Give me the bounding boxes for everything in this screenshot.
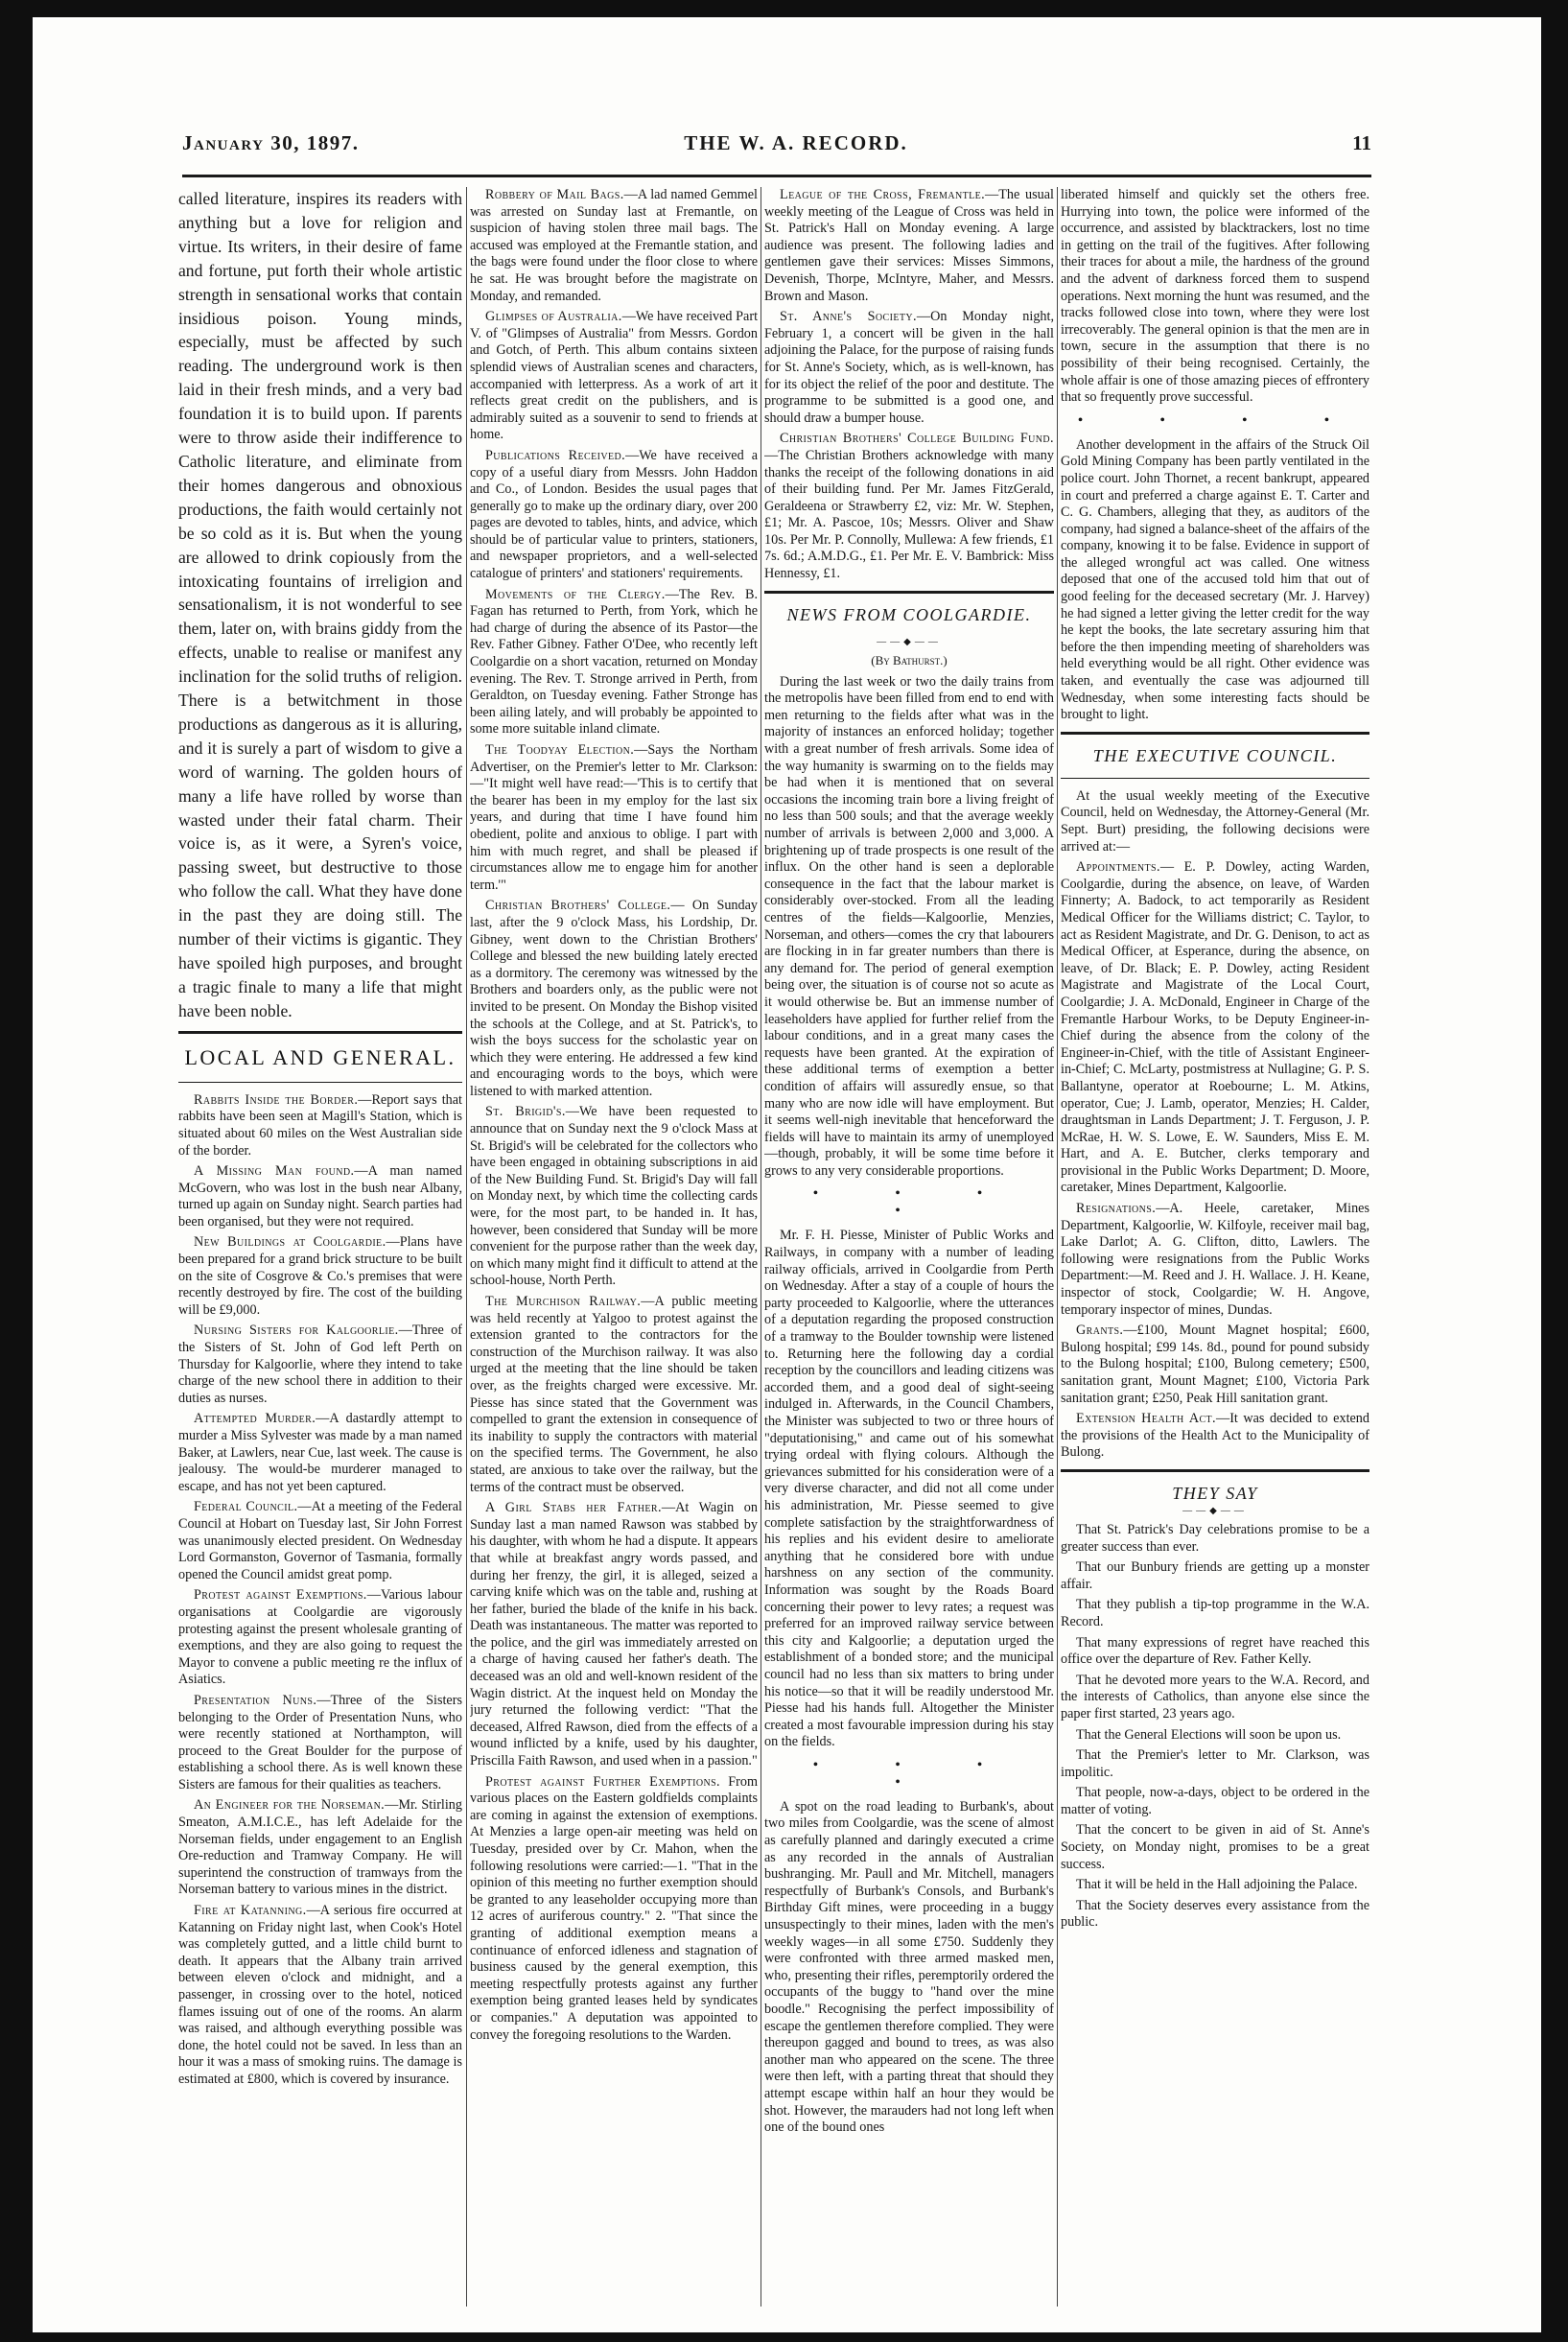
item-text: —Plans have been prepared for a grand brick structure to be built on the site of Cosgrove & Co.'s premises that were recently destroyed by fire. The cost of the building will be £9,000. [178, 1234, 462, 1318]
item-headline: An Engineer for the Norseman. [194, 1797, 386, 1814]
scan-border-right [1541, 0, 1568, 2342]
they-say-item: That the Society deserves every assistance from the public. [1061, 1897, 1369, 1931]
they-say-item: That the Premier's letter to Mr. Clarkson, was impolitic. [1061, 1747, 1369, 1780]
they-say-list [1061, 1522, 1369, 1932]
council-decision [1061, 1411, 1369, 1462]
star-separator: • • • • [812, 1185, 1019, 1220]
section-title-news-from-coolgardie: NEWS FROM COOLGARDIE. [786, 604, 1032, 624]
local-news-list-continued [470, 187, 758, 2044]
item-headline: Grants. [1076, 1323, 1124, 1339]
news-item [178, 1797, 462, 1899]
news-item [178, 1092, 462, 1159]
news-paragraph: Mr. F. H. Piesse, Minister of Public Works and Railways, in company with a number of leading railway officials, arrived in Coolgardie from Perth on Wednesday. After a stay of a couple of hours the party proceeded to Kalgoorlie, where the utterances of a deputation regarding the proposed construction of a tramway to the Boulder township were listened to. Returning here the following day a cordial reception by the councillors and leading citizens was accorded them, and a good deal of sight-seeing indulged in. Afterwards, in the Council Chambers, the Minister was subjected to two or three hours of "deputationising," and came out of his somewhat trying ordeal with flying colours. Although the grievances submitted for his consideration were of a very diverse character, and did not all come under his administration, Mr. Piesse seemed to give complete satisfaction by the straightforwardness of his replies and his evident desire to ameliorate anything that he considered bore with undue harshness on any section of the community. Information was sought by the Roads Board concerning their power to levy rates; a request was preferred for an improved railway service between this city and Kalgoorlie; a deputation urged the establishment of a bonded store; and the municipal council had no less than six matters to bring under his notice—so that it will be readily understood Mr. Piesse had his hands full. Altogether the Minister created a most favourable impression during his stay on the fields. [764, 1228, 1054, 1750]
they-say-item: That they publish a tip-top programme in the W.A. Record. [1061, 1597, 1369, 1629]
item-text: —A dastardly attempt to murder a Miss Sylvester was made by a man named Baker, at Lawlers, near Cue, last week. The cause is jealousy. The would-be murderer managed to escape, and has not yet been captured. [178, 1411, 462, 1494]
item-text: —We have received Part V. of "Glimpses of Australia" from Messrs. Gordon and Gotch, of Perth. This album contains sixteen splendid views of Australian scenes and characters, accompanied with letterpress. As a work of art it reflects great credit on the publishers, and is admirably suited as a souvenir to send to friends at home. [470, 309, 758, 443]
they-say-item: That the concert to be given in aid of St. Anne's Society, on Monday night, promises to be a great success. [1061, 1822, 1369, 1872]
item-text: —Three of the Sisters of St. John of God left Perth on Thursday for Kalgoorlie, where they intend to take charge of the new school there in addition to their duties as nurses. [178, 1323, 462, 1406]
they-say-item: That he devoted more years to the W.A. Record, and the interests of Catholics, than anyone else since the paper first started, 23 years ago. [1061, 1672, 1369, 1721]
star-separator: • • • • [812, 1756, 1019, 1791]
scan-border-top [0, 0, 1568, 17]
item-headline: St. Brigid's. [485, 1104, 566, 1120]
item-text: —The Rev. B. Fagan has returned to Perth, from York, which he had charge of during the absence of its Pastor—the Rev. Father Gibney. Father O'Dee, who recently left Coolgardie on a short vacation, returned on Monday evening. The Rev. T. Stronge arrived in Perth, from Geraldton, on Tuesday evening. Father Stronge has been ailing lately, and will probably be appointed to some more suitable inland climate. [470, 586, 758, 738]
item-text: —It was decided to extend the provisions of the Health Act to the Municipality of Bulong. [1061, 1411, 1369, 1461]
section-rule [1061, 778, 1369, 779]
news-item [470, 448, 758, 583]
item-text: — On Sunday last, after the 9 o'clock Mass, his Lordship, Dr. Gibney, went down to the Christian Brothers' College and blessed the new building lately erected as a dormitory. The ceremony was witnessed by the Brothers and boarders only, as the public were not invited to be present. On Monday the Bishop visited the schools at the College, and at St. Patrick's, to wish the boys success for the scholastic year on which they were entering. He addressed a few kind and encouraging words to the boys, which were listened to with marked attention. [470, 898, 758, 1099]
page-header [182, 131, 1371, 166]
item-headline: Protest against Further Exemptions. [485, 1773, 720, 1790]
item-headline: Federal Council. [194, 1499, 298, 1515]
section-rule [178, 1031, 462, 1034]
item-headline: Christian Brothers' College. [485, 898, 671, 914]
column-3 [764, 187, 1054, 2307]
they-say-item: That our Bunbury friends are getting up a monster affair. [1061, 1559, 1369, 1592]
news-item [470, 742, 758, 894]
item-headline: Resignations. [1076, 1201, 1157, 1217]
column-divider [1057, 187, 1058, 2307]
item-text: —Three of the Sisters belonging to the Order of Presentation Nuns, who were recently stationed at Northampton, will proceed to the Great Boulder for the purpose of establishing a school there. As is well known these Sisters are famous for their qualities as teachers. [178, 1692, 462, 1792]
item-headline: A Missing Man found. [194, 1163, 355, 1180]
item-headline: Publications Received. [485, 447, 626, 463]
item-text: —At a meeting of the Federal Council at Hobart on Tuesday last, Sir John Forrest was unanimously elected president. On Wednesday Lord Gormanston, Governor of Tasmania, formally opened the Council amidst great pomp. [178, 1499, 462, 1582]
item-text: —On Monday night, February 1, a concert will be given in the hall adjoining the Palace, for the purpose of raising funds for St. Anne's Society, which, as is well-known, has for its object the relief of the poor and destitute. The programme to be submitted is a good one, and should draw a bumper house. [764, 309, 1054, 426]
item-headline: The Toodyay Election. [485, 742, 635, 758]
item-headline: League of the Cross, Fremantle. [780, 187, 986, 202]
news-item [178, 1587, 462, 1689]
news-item [178, 1234, 462, 1319]
council-decision [1061, 1201, 1369, 1319]
scan-border-bottom [0, 2332, 1568, 2342]
section-rule [764, 591, 1054, 594]
they-say-item: That the General Elections will soon be upon us. [1076, 1726, 1342, 1743]
scan-border-left [0, 0, 33, 2342]
item-text: —A public meeting was held recently at Yalgoo to protest against the extension granted to the contractors for the construction of the Murchison railway. It was also urged at the meeting that the line should be taken over, as the freights charged were excessive. Mr. Piesse has since stated that the Government was compelled to grant the extension in consequence of its inability to supply the contractors with material on the specified terms. The Government, he also stated, are anxious to take over the railway, but the terms of the contract must be observed. [470, 1294, 758, 1495]
column-divider [466, 187, 467, 2307]
ornament-divider: ——◆—— [1182, 1505, 1248, 1516]
news-item [178, 1499, 462, 1583]
item-text: —Mr. Stirling Smeaton, A.M.I.C.E., has left Adelaide for the Norseman fields, under engagement to an English Ore-reduction and Tramway Company. He will superintend the construction of tramways from the Norseman battery to various mines in the district. [178, 1797, 462, 1898]
item-text: From various places on the Eastern goldfields complaints are coming in against the extension of exemptions. At Menzies a large open-air meeting was held on Tuesday, presided over by Cr. Mahon, when the following resolutions were carried:—1. "That in the opinion of this meeting no further exemption should be granted to any leaseholder occupying more than 12 acres of auriferous country." 2. "That since the granting of additional exemption means a continuance of enforced idleness and stagnation of business caused by the general exemption, this meeting respectfully protests against any further exemption being granted leases held by syndicates or companies." A deputation was appointed to convey the foregoing resolutions to the Warden. [470, 1773, 758, 2043]
news-item [470, 1774, 758, 2045]
council-decisions-list [1061, 859, 1369, 1462]
item-text: —The Christian Brothers acknowledge with many thanks the receipt of the following donations in aid of their building fund. Per Mr. James FitzGerald, Geraldeena or Strawberry £2, viz: Mr. W. Stephen, £1; Mr. A. Pascoe, 10s; Messrs. Oliver and Shaw 10s. Per Mr. P. Connolly, Mullewa: A few friends, £1 7s. 6d.; A.M.D.G., £1. Per Mr. E. V. Bambrick: Miss Hennessy, £1. [764, 447, 1054, 582]
item-text: —£100, Mount Magnet hospital; £600, Bulong hospital; £99 14s. 8d., pound for pound subsidy to the Bulong hospital; £100, Bulong cemetery; £500, sanitation grant, Mount Magnet; £100, Victoria Park sanitation grant; £250, Peak Hill sanitation grant. [1061, 1323, 1369, 1406]
item-headline: A Girl Stabs her Father. [485, 1500, 662, 1516]
news-item [470, 187, 758, 305]
item-headline: Rabbits Inside the Border. [194, 1091, 359, 1108]
news-paragraph: During the last week or two the daily trains from the metropolis have been filled from end to end with men returning to the fields after what was in the majority of instances an enforced holiday; together with a great number of fresh arrivals. Some idea of the way humanity is swarming on to the fields may be had when it is mentioned that on several occasions the incoming train bore a living freight of no less than 500 souls; and that the average weekly number of arrivals is between 2,000 and 3,000. A brightening up of trade prospects is one result of the influx. On the other hand is seen a deplorable consequence in the fact that the labour market is considerably over-stocked. From all the leading centres of the fields—Kalgoorlie, Menzies, Norseman, and others—comes the cry that labourers are flocking in in far greater numbers than there is any demand for. The period of general exemption being over, the situation is of course not so acute as it would otherwise be. But an immense number of leaseholders have applied for further relief from the labour conditions, and in a great many cases the requests have been granted. At the expiration of these additional terms of exemption a better condition of affairs will assuredly ensue, so that many who are now idle will have employment. But it seems well-nigh inevitable that henceforward the fields will have to maintain its army of unemployed—though, probably, it will be some time before it grows to any very considerable proportions. [764, 673, 1054, 1179]
news-item [764, 431, 1054, 582]
star-separator: • • • • [1077, 411, 1367, 429]
they-say-item: That St. Patrick's Day celebrations promise to be a greater success than ever. [1061, 1521, 1369, 1555]
local-news-list [178, 1092, 462, 2089]
news-item [178, 1903, 462, 2089]
news-item [470, 587, 758, 738]
item-headline: Movements of the Clergy. [485, 586, 666, 602]
item-text: —Says the Northam Advertiser, on the Premier's letter to Mr. Clarkson:—"It might well have read:—'This is to certify that the bearer has been in my employ for the last six years, and during that time I have found him obedient, polite and anxious to oblige. I part with him with much regret, and shall be pleased if circumstances allow me to engage him for another term.'" [470, 742, 758, 893]
council-intro: At the usual weekly meeting of the Executive Council, held on Wednesday, the Attorney-General (Mr. Sept. Burt) presiding, the following decisions were arrived at:— [1061, 787, 1369, 855]
news-item [764, 187, 1054, 305]
item-headline: St. Anne's Society. [780, 309, 917, 325]
section-title-they-say: THEY SAY [1172, 1483, 1258, 1503]
council-decision [1061, 859, 1369, 1197]
news-item [470, 309, 758, 444]
news-item [178, 1323, 462, 1407]
ornament-divider: ——◆—— [877, 636, 942, 647]
column-4 [1061, 187, 1369, 2307]
header-rule [182, 175, 1371, 177]
article-continuation: called literature, inspires its readers with anything but a love for religion and virtue. Its writers, in their desire of fame and fortune, put forth their whole artistic strength in sensational works that contain insidious poison. Young minds, especially, must be affected by such reading. The underground work is then laid in their fresh minds, and a very bad foundation it is to build upon. If parents were to throw aside their indifference to Catholic literature, and eliminate from their homes dangerous and obnoxious productions, the faith would certainly not be so cold as it is. But when the young are allowed to drink copiously from the intoxicating fountains of irreligion and sensationalism, it is not wonderful to see them, later on, with brains giddy from the effects, unable to realise or manifest any inclination for the solid truths of religion. There is a betwitchment in those productions as dangerous as it is alluring, and it is surely a part of wisdom to give a word of warning. The golden hours of many a life have rolled by worse than wasted under their fatal charm. Their voice is, as it were, a Syren's voice, passing sweet, but destructive to those who follow the call. What they have done in the past they are doing still. The number of their victims is gigantic. They have spoiled high purposes, and brought a tragic finale to many a life that might have been noble. [178, 189, 462, 1020]
item-headline: Protest against Exemptions. [194, 1587, 367, 1604]
news-continuation: liberated himself and quickly set the others free. Hurrying into town, the police were informed of the occurrence, and assisted by blacktrackers, lost no time in getting on the trail of the fugitives. After following their traces for about a mile, the hardness of the ground and the advent of darkness forced them to suspend operations. Next morning the hunt was resumed, and the tracks followed close into town, where they were lost irrecoverably. The general opinion is that the men are in town, secure in the assumption that there is no possibility of their being recognised. Certainly, the whole affair is one of those amazing pieces of effrontery that so frequently prove successful. [1061, 187, 1369, 406]
column-1 [178, 187, 462, 2307]
item-text: —We have received a copy of a useful diary from Messrs. John Haddon and Co., of London. Besides the usual pages that generally go to make up the ordinary diary, over 200 pages are devoted to tables, hints, and advice, which should be of particular value to printers, stationers, and newspaper proprietors, and a well-selected catalogue of printers' and stationers' requirements. [470, 447, 758, 582]
item-text: — E. P. Dowley, acting Warden, Coolgardie, during the absence, on leave, of Warden Finnerty; A. Badock, to act temporarily as Resident Medical Officer for the Williams district; C. Taylor, to act as Resident Magistrate, and Dr. G. Denison, to act as Medical Officer, at Esperance, during the absence, on leave, of Dr. Black; E. P. Dowley, acting Resident Magistrate and Magistrate of the Local Court, Coolgardie; J. A. McDonald, Engineer in Charge of the Fremantle Harbour Works, to be Deputy Engineer-in-Chief during the absence from the colony of the Engineer-in-Chief, with the title of Assistant Engineer-in-Chief; C. McLarty, postmistress at Nullagine; G. P. S. Ballantyne, operator at Roebourne; L. M. Atkins, operator, Cue; J. Lamb, operator, Menzies; H. Calder, draughtsman in Lands Department; J. T. Ferguson, J. P. McRae, H. W. S. Lowe, E. W. Saunders, Miss E. M. Hart, and A. E. Butcher, clerks temporary and provisional in the Public Works Department; D. Moore, caretaker, Mines Department, Kalgoorlie. [1061, 859, 1369, 1196]
item-text: —The usual weekly meeting of the League of Cross was held in St. Patrick's Hall on Monday evening. A large audience was present. The following ladies and gentlemen gave their services: Misses Simmons, Devenish, Thorpe, McIntyre, Maher, and Messrs. Brown and Mason. [764, 187, 1054, 304]
item-headline: Attempted Murder. [194, 1411, 316, 1427]
council-decision [1061, 1323, 1369, 1407]
item-text: —A man named McGovern, who was lost in the bush near Albany, turned up again on Sunday night. Search parties had been organised, but they were not required. [178, 1163, 462, 1230]
item-text: —At Wagin on Sunday last a man named Rawson was stabbed by his daughter, with whom he had a dispute. It appears that while at breakfast angry words passed, and during her frenzy, the girl, it is alleged, seized a carving knife which was on the table and, rushing at her father, buried the blade of the knife in his back. Death was instantaneous. The matter was reported to the police, and the girl was immediately arrested on a charge of having caused her father's death. The deceased was an old and well-known resident of the Wagin district. At the inquest held on Monday the jury returned the following verdict: "That the deceased, Alfred Rawson, died from the effects of a wound inflicted by a knife, used by his daughter, Priscilla Faith Rawson, and used when in a passion." [470, 1500, 758, 1769]
issue-date: January 30, 1897. [182, 131, 360, 154]
item-headline: Robbery of Mail Bags. [485, 187, 624, 202]
news-item [470, 1294, 758, 1496]
column-2 [470, 187, 758, 2307]
item-text: —Report says that rabbits have been seen at Magill's Station, which is situated about 60 miles on the West Australian side of the border. [178, 1091, 462, 1159]
local-news-list-end [764, 187, 1054, 583]
item-text: —A serious fire occurred at Katanning on Friday night last, when Cook's Hotel was completely gutted, and a little child burnt to death. It appears that the Albany train arrived between eleven o'clock and midnight, and a passenger, in crossing over to the hotel, noticed flames issuing out of one of the rooms. An alarm was raised, and although everything possible was done, the hotel could not be saved. In less than an hour it was a mass of smoking ruins. The damage is estimated at £800, which is covered by insurance. [178, 1903, 462, 2087]
news-paragraph: Another development in the affairs of the Struck Oil Gold Mining Company has been partly ventilated in the police court. John Thornet, a recent bankrupt, appeared in court and preferred a charge against E. T. Carter and C. G. Chambers, alleging that they, as auditors of the company, had signed a balance-sheet of the affairs of the company, knowing it to be false. Evidence in support of the alleged wrongful act was called. One witness deposed that one of the accused told him that out of good feeling for the deceased secretary (Mr. J. Harvey) he had signed a letter giving the letter credit for the way he kept the books, the late secretary assuring him that before the then impending meeting of shareholders was held everything would be all right. Other evidence was taken, and eventually the case was adjourned till Wednesday, when some interesting facts should be brought to light. [1061, 436, 1369, 723]
page-number: 11 [1352, 131, 1371, 154]
section-rule [1061, 732, 1369, 735]
news-item [470, 1500, 758, 1770]
news-item [178, 1411, 462, 1495]
item-headline: The Murchison Railway. [485, 1294, 642, 1309]
item-headline: Appointments. [1076, 859, 1160, 876]
news-item [470, 1104, 758, 1290]
section-rule [1061, 1469, 1369, 1472]
news-item [470, 898, 758, 1100]
item-text: —Various labour organisations at Coolgardie are vigorously protesting against the present wholesale granting of exemptions, and they are also going to request the Mayor to convene a public meeting re the influx of Asiatics. [178, 1587, 462, 1688]
they-say-item: That it will be held in the Hall adjoining the Palace. [1076, 1877, 1358, 1893]
item-headline: Glimpses of Australia. [485, 309, 622, 325]
item-headline: Fire at Katanning. [194, 1903, 307, 1919]
item-headline: Extension Health Act. [1076, 1411, 1216, 1427]
they-say-item: That many expressions of regret have reached this office over the departure of Rev. Father Kelly. [1061, 1634, 1369, 1668]
item-headline: Presentation Nuns. [194, 1692, 317, 1708]
item-headline: New Buildings at Coolgardie. [194, 1234, 386, 1251]
item-text: —A lad named Gemmel was arrested on Sunday last at Fremantle, on suspicion of having stolen three mail bags. The accused was employed at the Fremantle station, and the bags were found under the floor close to where he sat. He was brought before the magistrate on Monday, and remanded. [470, 187, 758, 304]
item-headline: Christian Brothers' College Building Fund. [780, 431, 1054, 447]
news-paragraph: A spot on the road leading to Burbank's, about two miles from Coolgardie, was the scene of almost as carefully planned and daringly executed a crime as any recorded in the annals of Australian bushranging. Mr. Paull and Mr. Mitchell, managers respectfully of Burbank's Consols, and Burbank's Birthday Gift mines, were proceeding in a buggy unsuspectingly to their mines, laden with the men's weekly wages—in all some £750. Suddenly they were confronted with three armed masked men, who, presenting their rifles, peremptorily ordered the occupants of the buggy to "hand over the mine boodle." Recognising the perfect impossibility of escape the gentlemen therefore complied. They were thereupon gagged and bound to trees, as was also another man who appeared on the scene. The three were then left, with a parting threat that should they attempt escape within half an hour they would be shot. However, the marauders had not long left when one of the bound ones [764, 1798, 1054, 2136]
byline: (By Bathurst.) [871, 652, 948, 667]
news-item [178, 1693, 462, 1794]
section-rule [178, 1082, 462, 1083]
section-title-local-and-general: LOCAL AND GENERAL. [184, 1044, 456, 1069]
news-item [178, 1163, 462, 1230]
section-title-executive-council: THE EXECUTIVE COUNCIL. [1092, 745, 1338, 765]
item-text: —A. Heele, caretaker, Mines Department, Kalgoorlie, W. Kilfoyle, receiver mail bag, Lake Darlot; A. G. Clifton, ditto, Lawlers. The following were resignations from the Public Works Department:—M. Reed and J. H. Wallace. J. H. Keane, inspector of stock, Coolgardie; W. H. Angove, temporary inspector of mines, Dundas. [1061, 1201, 1369, 1318]
news-item [764, 309, 1054, 427]
item-headline: Nursing Sisters for Kalgoorlie. [194, 1323, 399, 1339]
they-say-item: That people, now-a-days, object to be ordered in the matter of voting. [1061, 1785, 1369, 1817]
item-text: —We have been requested to announce that on Sunday next the 9 o'clock Mass at St. Brigid's will be celebrated for the collectors who have been engaged in obtaining subscriptions in aid of the New Building Fund. St. Brigid's Day will fall on Monday next, by which time the collecting cards were, for the most part, to be handed in. It has, however, been considered that Sunday will be more convenient for the purpose rather than the week day, on which many might find it difficult to attend at the school-house, North Perth. [470, 1104, 758, 1289]
masthead-title: THE W. A. RECORD. [684, 131, 908, 154]
